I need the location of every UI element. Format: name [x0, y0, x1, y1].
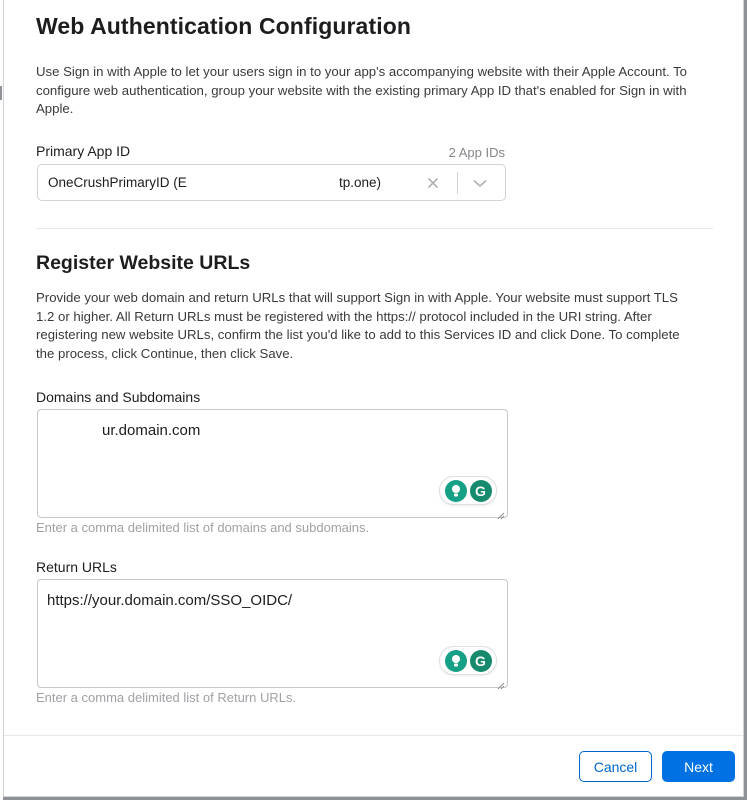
domains-value: ur.domain.com: [102, 422, 201, 439]
primary-app-id-label: Primary App ID: [36, 143, 131, 159]
web-auth-config-dialog: [3, 0, 744, 797]
return-urls-textarea[interactable]: [37, 579, 508, 688]
primary-app-id-select[interactable]: [37, 164, 506, 201]
grammarly-icon[interactable]: G: [470, 650, 492, 672]
lightbulb-icon[interactable]: [445, 480, 467, 502]
dialog-description: Use Sign in with Apple to let your users sign in to your app's accompanying website with their Apple Account. To configure web authentication, group your website with the existing primary App ID that's enabled for Sign in with Apple.: [36, 64, 688, 116]
cancel-button[interactable]: Cancel: [579, 751, 652, 782]
select-divider: [457, 172, 458, 194]
background-artifact: [0, 86, 2, 100]
footer-divider: [4, 735, 743, 736]
resize-grip-icon[interactable]: [497, 677, 505, 685]
section-divider: [36, 228, 713, 229]
lightbulb-icon[interactable]: [445, 650, 467, 672]
close-icon[interactable]: [423, 173, 443, 193]
redacted-area: [188, 169, 336, 197]
grammarly-widget[interactable]: [439, 476, 497, 505]
primary-app-id-value-end: tp.one): [339, 175, 382, 190]
register-section-description: Provide your web domain and return URLs that will support Sign in with Apple. Your website must support TLS 1.2 or higher. All Return URLs must be registered with the https:// protocol included in the URI string. After registering new website URLs, confirm the list you'd like to add to this Services ID and click Done. To complete the process, click Continue, then click Save.: [36, 290, 680, 361]
return-urls-hint: Enter a comma delimited list of Return URLs.: [36, 690, 297, 705]
domains-textarea[interactable]: [37, 409, 508, 518]
return-urls-value: https://your.domain.com/SSO_OIDC/: [47, 592, 293, 609]
grammarly-widget[interactable]: [439, 646, 497, 675]
return-urls-label: Return URLs: [36, 559, 117, 575]
primary-app-id-value-start: OneCrushPrimaryID (E: [48, 175, 187, 190]
app-id-count: 2 App IDs: [448, 145, 505, 160]
register-section-title: Register Website URLs: [36, 252, 251, 274]
next-button[interactable]: Next: [662, 751, 735, 782]
chevron-down-icon[interactable]: [470, 174, 490, 192]
grammarly-icon[interactable]: G: [470, 480, 492, 502]
resize-grip-icon[interactable]: [497, 507, 505, 515]
dialog-title: Web Authentication Configuration: [36, 13, 411, 39]
domains-label: Domains and Subdomains: [36, 389, 201, 405]
domains-hint: Enter a comma delimited list of domains and subdomains.: [36, 520, 370, 535]
